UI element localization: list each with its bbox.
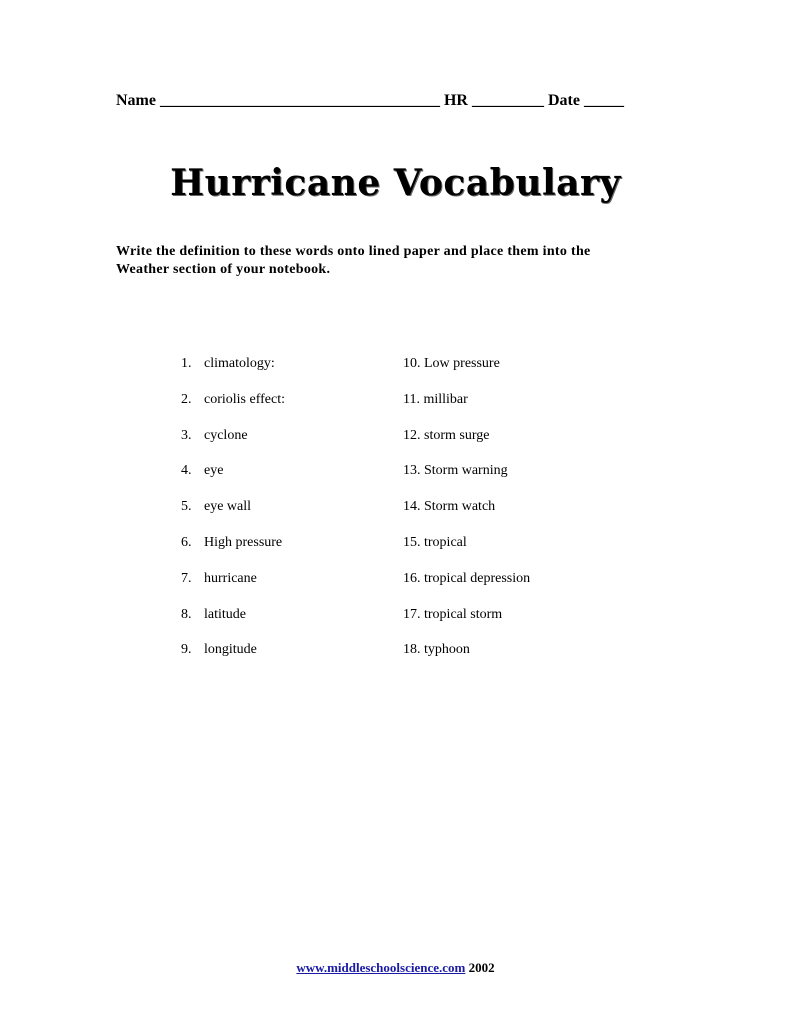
instructions (116, 243, 676, 279)
date-blank: _____ (583, 92, 624, 109)
item-number: 8. (181, 606, 192, 622)
list-item (403, 427, 530, 463)
item-number: 10. (403, 356, 421, 371)
list-item (181, 355, 285, 391)
list-item (181, 498, 285, 534)
hr-label: HR (443, 92, 468, 109)
instructions-line-1: Write the definition to these words onto lined paper and place them into the (116, 244, 591, 259)
vocab-word: Storm watch (424, 499, 496, 515)
item-number: 3. (181, 427, 192, 443)
vocab-word: tropical depression (424, 570, 531, 586)
list-item (181, 427, 285, 463)
item-number: 14. (403, 499, 421, 515)
vocab-word: tropical storm (424, 606, 503, 622)
vocab-word: tropical (424, 534, 467, 550)
footer-year: 2002 (468, 960, 495, 975)
date-label: Date (547, 92, 580, 109)
list-item (403, 534, 530, 570)
list-item (403, 570, 530, 606)
list-item (403, 355, 530, 391)
item-number: 13. (403, 463, 421, 479)
list-item (181, 606, 285, 642)
list-item (181, 570, 285, 606)
vocab-word: eye wall (204, 499, 252, 515)
hr-blank: _________ (471, 92, 544, 109)
item-number: 9. (181, 642, 192, 658)
list-item (403, 462, 530, 498)
list-item (181, 641, 285, 677)
item-number: 15. (403, 534, 421, 550)
instructions-line-2: Weather section of your notebook. (116, 262, 331, 277)
list-item (181, 534, 285, 570)
item-number: 4. (181, 463, 192, 479)
item-number: 6. (181, 534, 192, 550)
vocab-list-left (181, 355, 285, 677)
item-number: 12. (403, 427, 421, 443)
vocab-word: typhoon (424, 642, 470, 658)
vocab-list-right (403, 355, 530, 677)
vocab-word: storm surge (424, 427, 490, 443)
name-label: Name (116, 92, 156, 109)
name-blank: ___________________________________ (159, 92, 440, 109)
list-item (403, 606, 530, 642)
item-number: 1. (181, 356, 192, 371)
item-number: 2. (181, 391, 192, 407)
page-title: Hurricane Vocabulary (170, 162, 621, 204)
list-item (181, 462, 285, 498)
vocab-word: hurricane (204, 570, 257, 586)
list-item (403, 498, 530, 534)
vocab-word: climatology: (204, 356, 275, 371)
item-number: 11. (403, 391, 420, 407)
item-number: 18. (403, 642, 421, 658)
vocab-word: longitude (204, 642, 257, 658)
list-item (403, 641, 530, 677)
vocab-word: High pressure (204, 534, 283, 550)
student-info-line (116, 92, 624, 110)
vocab-word: cyclone (204, 427, 248, 443)
vocab-word: coriolis effect: (204, 391, 285, 407)
vocab-word: latitude (204, 606, 246, 622)
list-item (181, 391, 285, 427)
item-number: 16. (403, 570, 421, 586)
list-item (403, 391, 530, 427)
vocab-word: Storm warning (424, 463, 508, 479)
vocab-word: millibar (423, 391, 468, 407)
footer (0, 960, 791, 976)
vocab-word: eye (204, 463, 224, 479)
item-number: 5. (181, 499, 192, 515)
item-number: 7. (181, 570, 192, 586)
vocab-word: Low pressure (424, 356, 500, 371)
website-link[interactable]: www.middleschoolscience.com (296, 960, 466, 975)
item-number: 17. (403, 606, 421, 622)
